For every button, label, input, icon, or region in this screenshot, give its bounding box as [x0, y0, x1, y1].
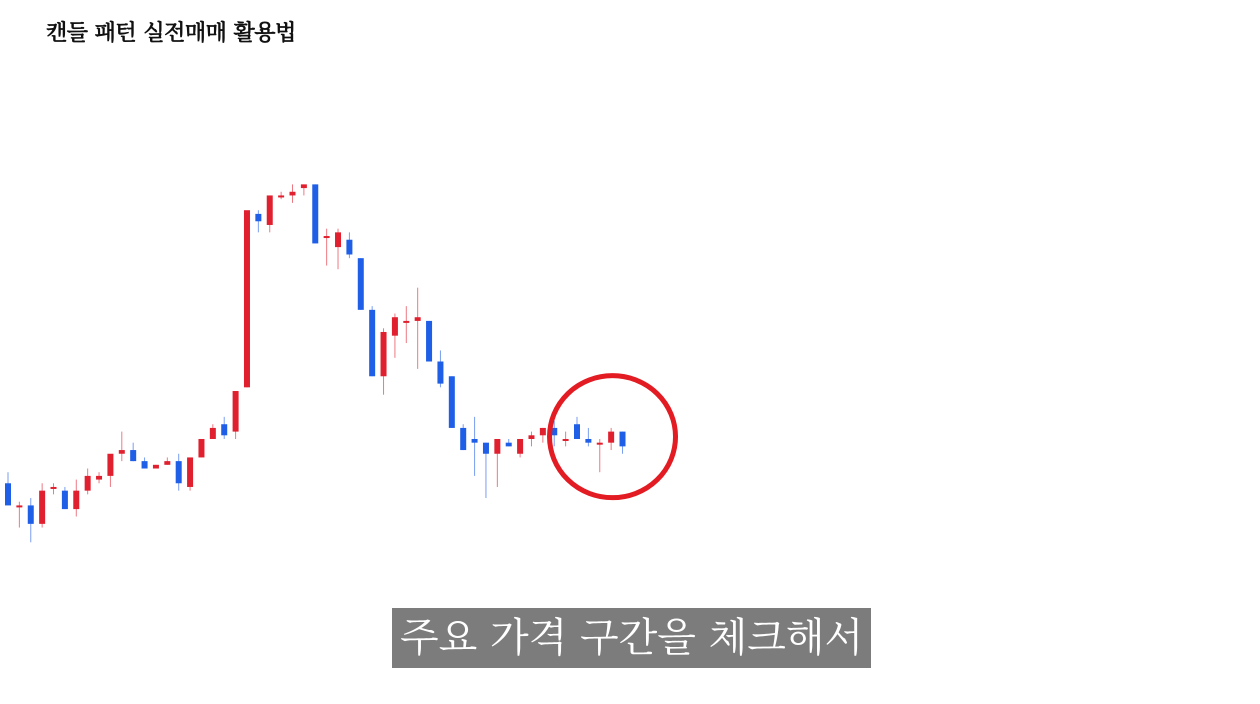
candle-body-53	[608, 432, 614, 443]
candle-body-41	[472, 439, 478, 443]
candle-body-28	[324, 236, 330, 238]
candle-body-4	[51, 487, 57, 489]
candle-body-14	[164, 461, 170, 465]
candle-body-24	[278, 195, 284, 197]
candle-body-26	[301, 184, 307, 188]
candle-body-17	[198, 439, 204, 457]
candle-body-32	[369, 310, 375, 376]
candle-body-27	[312, 184, 318, 243]
page-title: 캔들 패턴 실전매매 활용법	[46, 21, 296, 46]
candle-body-44	[506, 443, 512, 447]
candle-body-15	[176, 461, 182, 483]
subtitle-caption: 주요 가격 구간을 체크해서	[392, 608, 871, 668]
candle-body-34	[392, 317, 398, 335]
candle-body-39	[449, 376, 455, 428]
candle-body-19	[221, 424, 227, 435]
candle-body-16	[187, 457, 193, 487]
candle-body-29	[335, 232, 341, 247]
candle-body-43	[494, 439, 500, 454]
candle-body-35	[403, 321, 409, 323]
candle-body-22	[255, 214, 261, 221]
candle-body-7	[85, 476, 91, 491]
candle-body-46	[528, 435, 534, 439]
candle-body-31	[358, 258, 364, 310]
candle-body-54	[620, 432, 626, 447]
candle-body-50	[574, 424, 580, 439]
candle-body-13	[153, 465, 159, 469]
candle-body-45	[517, 439, 523, 454]
candle-body-23	[267, 195, 273, 225]
candle-body-11	[130, 450, 136, 461]
candle-body-33	[381, 332, 387, 376]
candle-body-2	[28, 505, 34, 523]
candle-body-20	[233, 391, 239, 432]
candle-body-8	[96, 476, 102, 480]
candle-body-9	[107, 454, 113, 476]
candle-body-36	[415, 317, 421, 321]
candle-body-6	[73, 491, 79, 509]
candle-body-52	[597, 443, 603, 445]
candle-body-25	[290, 192, 296, 196]
candle-body-3	[39, 491, 45, 524]
candle-body-21	[244, 210, 250, 387]
candle-body-51	[585, 439, 591, 443]
candle-body-38	[437, 362, 443, 384]
candle-body-1	[16, 505, 22, 507]
candle-body-18	[210, 428, 216, 439]
candle-body-49	[563, 439, 569, 441]
candle-body-47	[540, 428, 546, 435]
candle-body-5	[62, 491, 68, 509]
candle-body-10	[119, 450, 125, 454]
candle-body-12	[142, 461, 148, 468]
candle-body-42	[483, 443, 489, 454]
candle-body-0	[5, 483, 11, 505]
candle-body-37	[426, 321, 432, 362]
candle-body-30	[346, 240, 352, 255]
candle-body-40	[460, 428, 466, 450]
